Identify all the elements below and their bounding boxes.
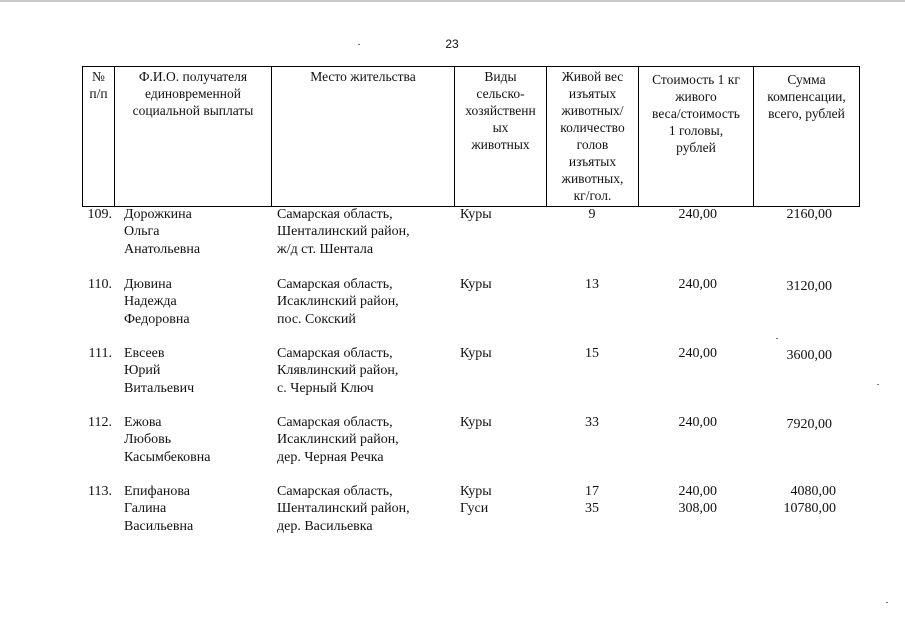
header-cost-label: Стоимость 1 кг живого веса/стоимость 1 головы, рублей [652,72,740,155]
weight-value: 15 [585,346,599,361]
row-number: 112. [88,415,112,430]
row-number: 111. [88,346,112,361]
weight-value: 9 [588,207,596,222]
header-weight-label: Живой вес изъятых животных/ количество голов изъятых животных, кг/гол. [560,69,625,203]
scan-speck [358,44,360,45]
recipient-name: Епифанова Галина Васильевна [124,484,194,534]
header-animal-types-label: Виды сельско- хозяйственн ых животных [465,69,536,152]
header-name [115,67,272,206]
row-number: 110. [88,277,112,292]
recipient-name: Ежова Любовь Касымбековна [124,415,211,465]
scan-speck [877,384,879,385]
scan-speck [776,338,778,339]
sum-value: 2160,00 [786,207,832,222]
sum-value: 3600,00 [786,348,832,363]
header-name-label: Ф.И.О. получателя единовременной социальной выплаты [132,69,254,118]
residence: Самарская область, Клявлинский район, с. Черный Ключ [277,346,399,396]
table-header [82,66,860,207]
page-number: 23 [445,37,459,51]
cost-value: 240,00 [678,346,717,361]
residence: Самарская область, Исаклинский район, пос. Сокский [277,277,399,327]
residence: Самарская область, Шенталинский район, ж/д ст. Шентала [277,207,410,257]
row-number: 113. [88,484,112,499]
cost-value: 240,00 308,00 [678,484,717,517]
scan-speck [886,602,888,603]
cost-value: 240,00 [678,277,717,292]
sum-value: 3120,00 [786,279,832,294]
header-num-label: № п/п [89,69,108,101]
recipient-name: Евсеев Юрий Витальевич [124,346,195,396]
cost-value: 240,00 [678,207,717,222]
header-cost [639,67,754,206]
recipient-name: Дорожкина Ольга Анатольевна [124,207,201,257]
residence: Самарская область, Шенталинский район, дер. Васильевка [277,484,410,534]
recipient-name: Дювина Надежда Федоровна [124,277,190,327]
top-border-line [0,0,905,2]
header-residence-label: Место жительства [310,69,416,84]
weight-value: 17 35 [585,484,599,517]
header-animal-types [455,67,547,206]
animal-types: Куры Гуси [460,484,492,517]
header-residence [272,67,455,206]
animal-types: Куры [460,346,492,361]
header-sum-label: Сумма компенсации, всего, рублей [767,72,846,121]
animal-types: Куры [460,207,492,222]
animal-types: Куры [460,277,492,292]
sum-value: 7920,00 [786,417,832,432]
row-number: 109. [87,207,112,222]
sum-value: 4080,00 10780,00 [783,484,836,517]
header-weight [547,67,639,206]
header-sum [754,67,859,206]
header-num [83,67,115,206]
cost-value: 240,00 [678,415,717,430]
weight-value: 33 [585,415,599,430]
residence: Самарская область, Исаклинский район, дер. Черная Речка [277,415,399,465]
animal-types: Куры [460,415,492,430]
weight-value: 13 [585,277,599,292]
